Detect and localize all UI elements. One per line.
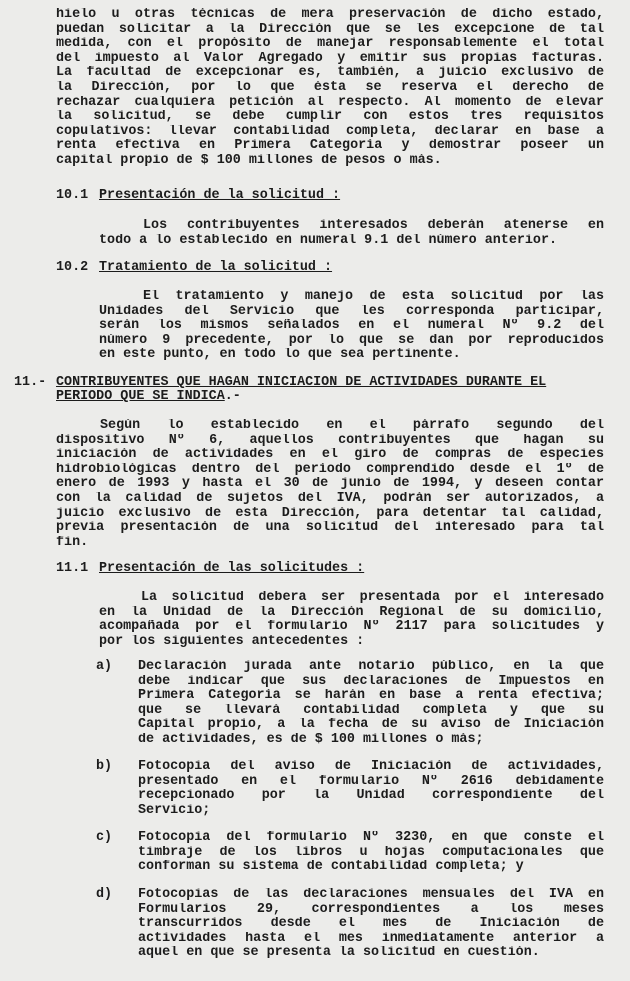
list-item-c — [96, 831, 604, 875]
text-line: Capital propio, a la fecha de su aviso de Iniciación — [138, 718, 604, 733]
section-heading-10-1: Presentación de la solicitud : — [99, 188, 341, 203]
list-item-label: c) — [96, 830, 113, 845]
text-line: fin. — [56, 535, 89, 550]
text-line: del impuesto al Valor Agregado y emitir sus propias facturas. — [56, 51, 604, 66]
text-line: de actividades, es de $ 100 millones o más; — [138, 732, 484, 747]
section-11-body — [56, 419, 604, 550]
text-line: con la calidad de sujetos del IVA, podrán ser autorizados, a — [56, 491, 604, 506]
text-line: número 9 precedente, por lo que se dan por reproducidos — [99, 333, 604, 348]
text-line: copulativos: llevar contabilidad completa, declarar en base a — [56, 124, 604, 139]
text-line: Fotocopia del formulario Nº 3230, en que conste el — [138, 831, 604, 845]
section-heading-11-line2 — [56, 390, 241, 405]
section-number-10-1: 10.1 — [56, 188, 89, 203]
text-line: Formularios 29, correspondientes a los meses — [138, 902, 604, 917]
text-line: conforman su sistema de contabilidad completa; y — [138, 860, 524, 875]
section-heading-10-2: Tratamiento de la solicitud : — [99, 260, 333, 275]
text-line: rechazar cualquiera petición al respecto. Al momento de elevar — [56, 95, 604, 110]
text-line: Unidades del Servicio que les corresponda participar, — [99, 304, 604, 319]
section-10-1-body — [99, 219, 604, 248]
text-line: por los siguientes antecedentes : — [99, 634, 365, 649]
list-item-b — [96, 760, 604, 818]
text-line: todo a lo establecido en numeral 9.1 del número anterior. — [99, 233, 558, 248]
intro-paragraph — [56, 8, 604, 169]
text-line: hidrobiológicas dentro del período comprendido desde el 1º de — [56, 462, 604, 477]
text-line: juicio exclusivo de esta Dirección, para detentar tal calidad, — [56, 506, 604, 521]
text-line: acompañada por el formulario Nº 2117 para solicitudes y — [99, 620, 604, 635]
section-number-11: 11.- — [14, 375, 47, 390]
text-line: La solicitud debera ser presentada por el interesado — [141, 591, 604, 605]
text-line: dispositivo Nº 6, aquellos contribuyentes que hagan su — [56, 433, 604, 448]
list-item-d — [96, 888, 604, 961]
list-item-label: d) — [96, 887, 113, 902]
text-line: debe indicar que sus declaraciones de Impuestos en — [138, 674, 604, 689]
text-line: la solicitud, se debe cumplir con estos tres requisitos — [56, 110, 604, 125]
text-line: en este punto, en todo lo que sea pertinente. — [99, 348, 461, 363]
text-line: La facultad de excepcionar es, también, a juicio exclusivo de — [56, 66, 604, 81]
text-line: presentado en el formulario Nº 2616 debidamente — [138, 774, 604, 789]
section-number-11-1: 11.1 — [56, 561, 89, 576]
text-line: transcurridos desde el mes de Iniciación de — [138, 917, 604, 932]
text-line: enero de 1993 y hasta el 30 de junio de 1994, y deseen contar — [56, 477, 604, 492]
text-line: recepcionado por la Unidad correspondiente del — [138, 789, 604, 804]
text-line: previa presentación de una solicitud del interesado para tal — [56, 521, 604, 536]
list-item-label: b) — [96, 759, 113, 774]
section-heading-11-text: PERIODO QUE SE INDICA — [56, 389, 225, 404]
text-line: puedan solicitar a la Dirección que se les excepcione de tal — [56, 22, 604, 37]
list-item-body — [138, 888, 604, 961]
text-line: capital propio de $ 100 millones de pesos o más. — [56, 153, 442, 168]
text-line: actividades hasta el mes inmediatamente anterior a — [138, 931, 604, 946]
text-line: en la Unidad de la Dirección Regional de su domicilio, — [99, 605, 604, 620]
text-line: aquel en que se presenta la solicitud en cuestión. — [138, 946, 540, 961]
text-line: Fotocopias de las declaraciones mensuales del IVA en — [138, 888, 604, 902]
section-11-1-body — [99, 591, 604, 649]
text-line: timbraje de los libros u hojas computacionales que — [138, 845, 604, 860]
text-line: que se llevará contabilidad completa y que su — [138, 703, 604, 718]
text-line: la Dirección, por lo que ésta se reserva el derecho de — [56, 80, 604, 95]
text-line: Los contribuyentes interesados deberán atenerse en — [143, 219, 604, 233]
text-line: renta efectiva en Primera Categoría y demostrar poseer un — [56, 139, 604, 154]
text-line: Según lo establecido en el párrafo segundo del — [100, 419, 604, 433]
text-line: Declaración jurada ante notario público, en la que — [138, 660, 604, 674]
text-line: hielo u otras técnicas de mera preservación de dicho estado, — [56, 8, 604, 22]
text-line: Fotocopia del aviso de Iniciación de actividades, — [138, 760, 604, 774]
text-line: Servicio; — [138, 803, 211, 818]
text-line: Primera Categoría se harán en base a renta efectiva; — [138, 689, 604, 704]
section-heading-11-suffix: .- — [224, 389, 241, 404]
text-line: serán los mismos señalados en el numeral Nº 9.2 del — [99, 319, 604, 334]
section-10-2-body — [99, 290, 604, 363]
list-item-body — [138, 831, 604, 875]
section-number-10-2: 10.2 — [56, 260, 89, 275]
section-heading-11-line1: CONTRIBUYENTES QUE HAGAN INICIACION DE ACTIVIDADES DURANTE EL — [56, 375, 547, 390]
list-item-body — [138, 660, 604, 748]
text-line: medida, con el propósito de manejar responsablemente el total — [56, 37, 604, 52]
section-heading-11-1: Presentación de las solicitudes : — [99, 561, 365, 576]
list-item-a — [96, 660, 604, 748]
list-item-label: a) — [96, 659, 113, 674]
list-item-body — [138, 760, 604, 818]
text-line: iniciación de actividades en el giro de compras de especies — [56, 448, 604, 463]
text-line: El tratamiento y manejo de esta solicitud por las — [143, 290, 604, 304]
